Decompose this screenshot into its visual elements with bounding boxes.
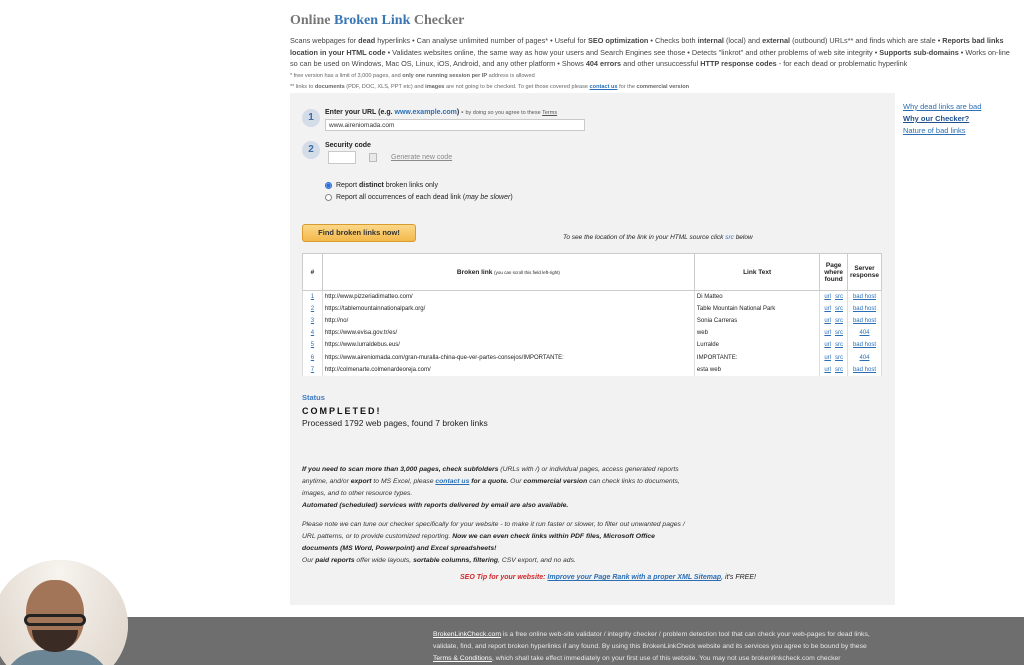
footer-text-a: is a free online web-site validator / integrity checker / problem detection tool that can check your web-pages for dead links, validate, find, and report broken hyperlinks if any found. By using this BrokenLinkCheck website and its services you agree to be bound by these	[433, 631, 870, 650]
promo-p1-g: commercial version	[523, 478, 588, 485]
promo-p2-f: sortable columns, filtering	[413, 557, 499, 564]
radio2-b: may be slower	[465, 194, 511, 201]
note2-mid: (PDF, DOC, XLS, PPT etc) and	[344, 83, 426, 90]
promo-p1-h: can check links to documents, images, and to other resource types.	[302, 478, 680, 497]
promo-p1-c: export	[350, 478, 372, 485]
broken-link-url[interactable]: http://www.pizzeriadimatteo.com/	[322, 291, 694, 303]
row-url-link[interactable]: url	[824, 330, 831, 337]
footer-text-b: , which shall take effect immediately on your first use of this website. You may not use brokenlinkcheck.com checker	[491, 655, 841, 662]
radio-unchecked-icon[interactable]	[325, 194, 332, 201]
footer-site-link[interactable]: BrokenLinkCheck.com	[433, 631, 501, 638]
row-src-link[interactable]: src	[834, 342, 843, 349]
row-number-link[interactable]: 7	[303, 364, 323, 376]
server-response-link[interactable]: bad host	[852, 305, 876, 312]
broken-link-url[interactable]: http://no/	[322, 315, 694, 327]
server-response-link[interactable]: bad host	[852, 342, 876, 349]
server-response-link[interactable]: bad host	[852, 366, 876, 373]
promo-p2-c: Our	[302, 557, 316, 564]
free-limit-note	[290, 72, 1020, 81]
intro-segment: 404 errors	[585, 59, 622, 68]
server-response[interactable]	[847, 364, 881, 376]
note2-mid2: are not going to be checked. To get those covered please	[444, 83, 590, 90]
radio2-c: )	[510, 194, 513, 201]
row-src-link[interactable]: src	[834, 317, 843, 324]
table-body	[303, 291, 882, 376]
footer-text	[433, 629, 878, 665]
table-row	[303, 351, 882, 363]
intro-segment: • Validates websites online, the same way as how your users and Search Engines see those • Detects "linkrot" and other problems of web site integrity •	[385, 47, 880, 57]
link-text: IMPORTANTE:	[694, 351, 819, 363]
radio-distinct[interactable]	[325, 182, 438, 189]
col-broken-link-label: Broken link	[456, 268, 493, 276]
page-where-found	[820, 315, 848, 327]
link-text: Di Matteo	[694, 291, 819, 303]
page-where-found	[820, 339, 848, 351]
col-link-text: Link Text	[694, 254, 819, 291]
seo-tip-end: , it's FREE!	[721, 574, 756, 581]
sidebar-item-why-dead-links[interactable]: Why dead links are bad	[903, 102, 982, 111]
radio-all-label	[336, 194, 513, 201]
table-header-row	[303, 254, 882, 291]
status-processed: Processed 1792 web pages, found 7 broken links	[302, 418, 488, 428]
intro-segment: hyperlinks • Can analyse unlimited number of pages* • Useful for	[375, 36, 588, 45]
broken-link-url[interactable]: https://www.evisa.gov.tr/es/	[322, 327, 694, 339]
src-note-link[interactable]: src	[725, 234, 734, 241]
intro-segment: and other unsuccessful	[621, 59, 701, 68]
server-response[interactable]	[847, 291, 881, 303]
row-src-link[interactable]: src	[834, 293, 843, 300]
note1-bold: only one running session per IP	[402, 72, 488, 79]
checker-panel	[290, 93, 895, 605]
col-broken-link-hint: (you can scroll this field left-right)	[494, 269, 560, 275]
intro-paragraph	[290, 35, 1018, 70]
row-number-link[interactable]: 4	[303, 327, 323, 339]
note2-docs: documents	[314, 83, 345, 90]
intro-segment: • Checks both	[648, 36, 698, 45]
webcam-overlay	[0, 560, 128, 665]
promo-p1-f: Our	[508, 478, 524, 485]
row-number-link[interactable]: 6	[303, 351, 323, 363]
server-response[interactable]	[847, 351, 881, 363]
intro-segment: HTTP response codes	[700, 59, 777, 68]
promo-p2-g: , CSV export, and no ads.	[498, 557, 576, 564]
radio-distinct-label	[336, 182, 438, 189]
promo-p2-e: offer wide layouts,	[354, 557, 414, 564]
promo-p2-a: Please note we can tune our checker specifically for your website - to make it run faster or slower, to filter out unwanted pages / URL patterns, or to provide customized reporting.	[302, 521, 685, 540]
footer	[0, 617, 1024, 665]
radio-all-occurrences[interactable]	[325, 194, 513, 201]
row-url-link[interactable]: url	[824, 354, 831, 361]
intro-segment: Supports sub-domains	[879, 47, 959, 57]
sidebar-item-nature-bad-links[interactable]: Nature of bad links	[903, 126, 966, 135]
glasses-icon	[24, 614, 86, 626]
col-server-response: Server response	[847, 254, 881, 291]
radio1-a: Report	[336, 182, 359, 189]
title-highlight: Broken Link	[333, 13, 411, 28]
row-url-link[interactable]: url	[824, 366, 831, 373]
intro-segment: Scans webpages for	[290, 36, 359, 45]
row-url-link[interactable]: url	[824, 305, 831, 312]
radio1-c: broken links only	[383, 182, 438, 189]
broken-link-url[interactable]: http://colmenarte.colmenardeoreja.com/	[322, 364, 694, 376]
intro-segment: internal	[697, 36, 724, 45]
intro-section	[290, 8, 1020, 92]
page-where-found	[820, 364, 848, 376]
row-number-link[interactable]: 2	[303, 303, 323, 315]
table-row	[303, 291, 882, 303]
status-block	[302, 393, 488, 428]
status-heading: Status	[302, 393, 325, 402]
promo-contact-link[interactable]: contact us	[435, 478, 470, 485]
row-src-link[interactable]: src	[834, 366, 843, 373]
promo-p2-b: Now we can even check links within PDF files, Microsoft Office documents (MS Word, Powerpoint) and Excel spreadsheets!	[302, 533, 655, 552]
intro-segment: • Works on-line so can be used on Windows, Mac OS, Linux, iOS, Android, and any other platform • Shows	[290, 47, 1010, 68]
row-url-link[interactable]: url	[824, 293, 831, 300]
note2-text: ** links to	[290, 83, 315, 90]
link-text: web	[694, 327, 819, 339]
url-agree-text: by doing so you agree to these	[465, 110, 543, 116]
captcha-image-icon	[369, 153, 377, 162]
server-response-link[interactable]: bad host	[852, 317, 876, 324]
radio2-a: Report all occurrences of each dead link (	[336, 194, 466, 201]
col-page-found: Page where found	[820, 254, 848, 291]
generate-new-code-link[interactable]: Generate new code	[391, 154, 453, 161]
page-where-found	[820, 351, 848, 363]
promo-p1-d: to MS Excel, please	[371, 478, 436, 485]
title-suffix: Checker	[410, 13, 465, 28]
server-response[interactable]	[847, 315, 881, 327]
server-response[interactable]	[847, 327, 881, 339]
server-response-link[interactable]: 404	[859, 354, 870, 361]
row-src-link[interactable]: src	[834, 305, 843, 312]
status-state: COMPLETED!	[302, 406, 382, 416]
server-response[interactable]	[847, 303, 881, 315]
page-where-found	[820, 327, 848, 339]
src-note-b: below	[733, 234, 753, 241]
broken-link-url[interactable]: https://www.aireniomada.com/gran-muralla-china-que-ver-partes-consejos/IMPORTANTE:	[322, 351, 694, 363]
broken-links-table	[302, 253, 882, 376]
url-input[interactable]	[325, 119, 585, 131]
promo-paragraph-2	[302, 519, 692, 567]
intro-segment: dead	[358, 36, 376, 45]
table-row	[303, 303, 882, 315]
page-where-found	[820, 291, 848, 303]
src-note-a: To see the location of the link in your HTML source click	[563, 234, 726, 241]
step-2-badge: 2	[302, 141, 320, 159]
promo-p1-a: If you need to scan more than 3,000 pages, check subfolders	[302, 466, 499, 473]
server-response[interactable]	[847, 339, 881, 351]
row-url-link[interactable]: url	[824, 317, 831, 324]
row-url-link[interactable]: url	[824, 342, 831, 349]
title-prefix: Online	[290, 13, 334, 28]
link-text: Sonia Carreras	[694, 315, 819, 327]
intro-segment: external	[762, 36, 791, 45]
sitemap-link[interactable]: Improve your Page Rank with a proper XML Sitemap	[547, 574, 722, 581]
table-row	[303, 327, 882, 339]
seo-tip	[460, 574, 756, 581]
footer-terms-link[interactable]: Terms & Conditions	[433, 655, 492, 662]
promo-p2-d: paid reports	[315, 557, 355, 564]
sidebar-item-why-checker[interactable]: Why our Checker?	[903, 114, 970, 123]
broken-link-url[interactable]: https://tablemountainnationalpark.org/	[322, 303, 694, 315]
broken-link-url[interactable]: https://www.lurraldebus.eus/	[322, 339, 694, 351]
col-number: #	[303, 254, 323, 291]
page-where-found	[820, 303, 848, 315]
server-response-link[interactable]: bad host	[852, 293, 876, 300]
intro-segment: - for each dead or problematic hyperlink	[776, 59, 908, 68]
row-number-link[interactable]: 1	[303, 291, 323, 303]
note2-commercial: commercial version	[636, 83, 690, 90]
table-row	[303, 339, 882, 351]
table-row	[303, 364, 882, 376]
promo-p1-e: for a quote.	[469, 478, 509, 485]
link-text: Table Mountain National Park	[694, 303, 819, 315]
row-src-link[interactable]: src	[834, 330, 843, 337]
seo-tip-label: SEO Tip for your website:	[460, 574, 546, 581]
promo-p1-b: (URLs with /) or individual pages, access generated reports anytime, and/or	[302, 466, 679, 485]
url-label-end: ) -	[456, 109, 466, 116]
link-text: esta web	[694, 364, 819, 376]
security-code-input[interactable]	[328, 151, 356, 164]
intro-segment: (outbound) URLs** and finds which are stale •	[790, 36, 943, 45]
url-label	[325, 109, 557, 116]
url-example: www.example.com	[394, 109, 457, 116]
row-number-link[interactable]: 3	[303, 315, 323, 327]
row-src-link[interactable]: src	[834, 354, 843, 361]
intro-segment: (local) and	[723, 36, 763, 45]
row-number-link[interactable]: 5	[303, 339, 323, 351]
promo-paragraph-1	[302, 464, 692, 512]
note1-tail: address is allowed	[487, 72, 535, 79]
note2-images: images	[425, 83, 445, 90]
intro-segment: Reports bad links location in your HTML code	[290, 36, 1004, 57]
step-1-badge: 1	[302, 109, 320, 127]
url-label-text: Enter your URL (e.g.	[325, 109, 395, 116]
find-broken-links-button[interactable]: Find broken links now!	[302, 224, 416, 242]
link-text: Lurralde	[694, 339, 819, 351]
contact-us-link[interactable]: contact us	[589, 83, 618, 90]
intro-segment: SEO optimization	[587, 36, 649, 45]
sidebar	[903, 101, 981, 137]
page-title	[290, 13, 1020, 29]
source-location-note	[563, 234, 753, 241]
col-broken-link	[322, 254, 694, 291]
radio1-b: distinct	[358, 182, 384, 189]
security-code-label: Security code	[325, 142, 371, 149]
note2-mid3: for the	[617, 83, 637, 90]
promo-p1-i: Automated (scheduled) services with reports delivered by email are also available.	[302, 502, 569, 509]
note1-text: * free version has a limit of 3,000 pages, and	[290, 72, 403, 79]
server-response-link[interactable]: 404	[859, 330, 870, 337]
radio-checked-icon[interactable]	[325, 182, 332, 189]
terms-link[interactable]: Terms	[542, 110, 558, 116]
table-row	[303, 315, 882, 327]
documents-note	[290, 83, 1020, 92]
